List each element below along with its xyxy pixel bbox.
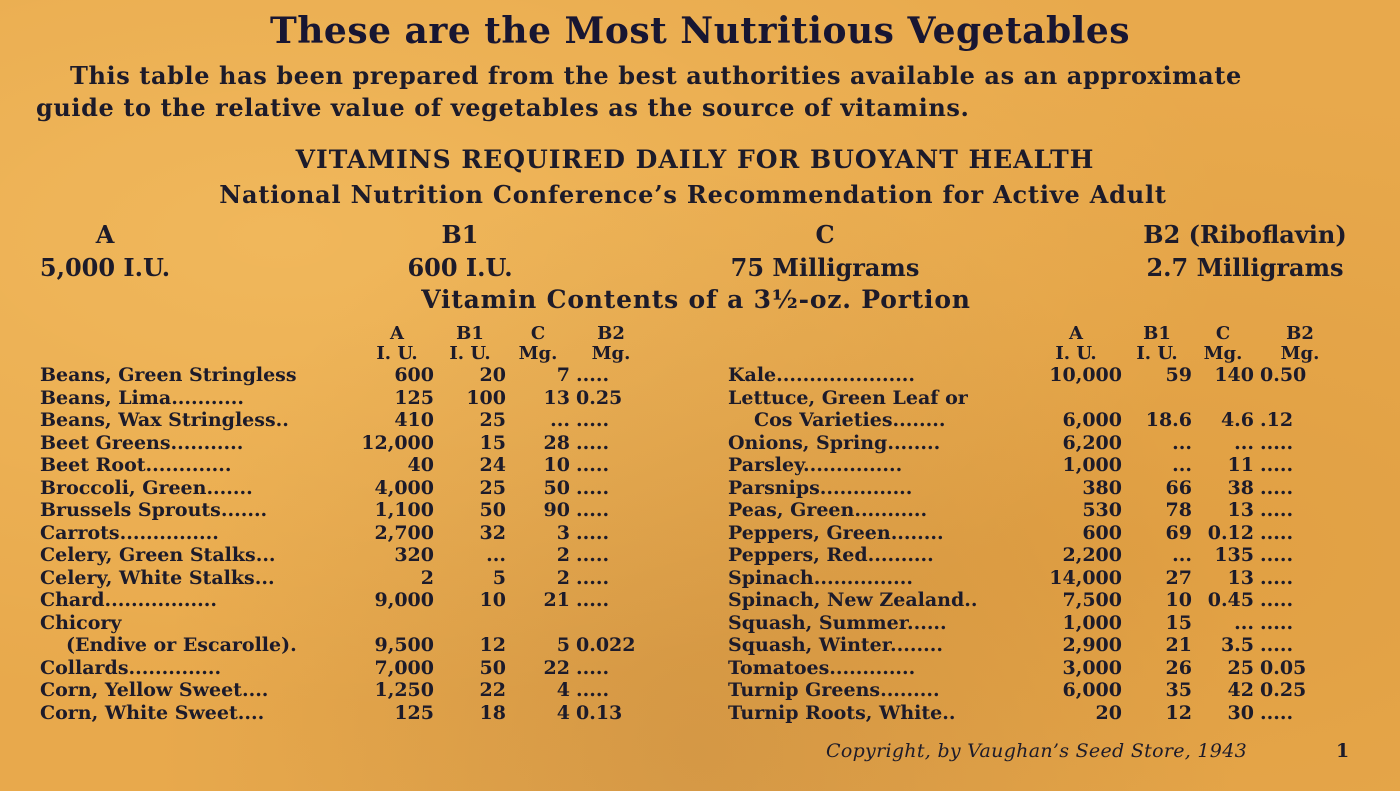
vitamin-b1-value: 24	[479, 454, 506, 476]
vitamin-a-value	[360, 612, 434, 635]
vitamin-b2-value: .....	[1260, 544, 1294, 566]
vitamin-a-value: 9,500	[374, 634, 434, 656]
unit-header-empty	[40, 344, 360, 364]
vitamin-a-value: 125	[394, 386, 434, 409]
vitamin-c-value: 30	[1227, 701, 1254, 724]
vitamin-b1-value: 20	[479, 364, 506, 386]
vitamin-a-value: 12,000	[361, 431, 434, 454]
unit-header-c: Mg.	[1203, 343, 1243, 364]
vitamin-c-value: 22	[543, 656, 570, 679]
vegetable-name: Peppers, Red..........	[728, 544, 934, 566]
vitamin-a-value: 1,250	[374, 679, 434, 701]
vitamin-b2-value: .....	[576, 454, 610, 476]
vitamin-c-value: 4.6	[1220, 409, 1254, 431]
right-table-body	[728, 364, 1346, 724]
vegetable-name: Carrots...............	[40, 521, 219, 544]
vitamin-b2-value: 0.50	[1260, 364, 1307, 386]
vitamin-b1-value: 18.6	[1145, 409, 1192, 431]
vitamin-a-value: 2,900	[1062, 634, 1122, 656]
unit-header-a: I. U.	[1055, 343, 1097, 364]
vitamin-b2-value: .....	[1260, 454, 1294, 476]
vitamin-c-value: 25	[1227, 656, 1254, 679]
vitamin-a-value: 2,200	[1062, 544, 1122, 566]
vitamin-b1-value: 35	[1165, 679, 1192, 701]
table-row	[728, 499, 1346, 522]
vitamin-c-value: 135	[1214, 544, 1254, 566]
vitamin-b2-value: .....	[576, 431, 610, 454]
requirement-vitamin-b1	[385, 218, 535, 284]
vegetable-name: Celery, White Stalks...	[40, 566, 275, 589]
vegetable-name: Beans, Wax Stringless..	[40, 409, 289, 431]
unit-header-c: Mg.	[518, 343, 558, 364]
vitamin-a-value: 600	[394, 364, 434, 386]
unit-header-b2: Mg.	[1280, 343, 1320, 364]
vitamin-b1-value: 100	[466, 386, 506, 409]
vitamin-b2-value: .....	[1260, 634, 1294, 656]
vitamin-c-value: ...	[550, 409, 570, 431]
vitamin-a-value: 6,000	[1062, 679, 1122, 701]
vitamin-b1-value: 27	[1165, 566, 1192, 589]
unit-header-empty	[728, 344, 1030, 364]
vitamin-a-value	[1030, 387, 1122, 410]
copyright-notice: Copyright, by Vaughan’s Seed Store, 1943	[826, 740, 1247, 762]
vitamin-c-value: 42	[1227, 679, 1254, 701]
vegetable-name: Chicory	[40, 611, 122, 634]
table-row	[40, 702, 652, 725]
vitamin-b2-value: .....	[1260, 476, 1294, 499]
vitamin-b1-value: 78	[1165, 499, 1192, 521]
vegetable-name: Peas, Green...........	[728, 499, 928, 521]
vitamin-b1-value: 22	[479, 679, 506, 701]
table-row	[728, 409, 1346, 432]
vitamin-b1-value: 15	[1165, 611, 1192, 634]
vitamin-a-value: 4,000	[374, 476, 434, 499]
vitamin-c-value	[506, 612, 570, 635]
vegetable-name: Celery, Green Stalks...	[40, 544, 276, 566]
vitamin-b2-value	[570, 612, 652, 635]
vitamin-a-value: 380	[1082, 476, 1122, 499]
vitamin-c-value: 3	[556, 521, 570, 544]
vitamin-c-value	[1192, 387, 1254, 410]
vitamin-c-value: 13	[1227, 566, 1254, 589]
vegetable-name: Tomatoes.............	[728, 656, 916, 679]
vitamin-b2-value: 0.13	[576, 701, 623, 724]
vegetable-name: Squash, Winter........	[728, 634, 943, 656]
intro-line-2: guide to the relative value of vegetables as the source of vitamins.	[36, 93, 970, 122]
vitamin-a-value: 6,200	[1062, 431, 1122, 454]
requirement-name: B1	[441, 220, 479, 249]
intro-line-1: This table has been prepared from the best authorities available as an approximate	[70, 61, 1242, 90]
vegetable-name: Lettuce, Green Leaf or	[728, 386, 968, 409]
vitamin-a-value: 14,000	[1049, 566, 1122, 589]
table-row	[40, 544, 652, 567]
vitamin-b1-value: 15	[479, 431, 506, 454]
table-row	[728, 454, 1346, 477]
unit-header-a: I. U.	[376, 343, 418, 364]
vitamin-a-value: 2	[420, 566, 434, 589]
vitamin-a-value: 1,000	[1062, 454, 1122, 476]
vitamin-a-value: 1,000	[1062, 611, 1122, 634]
vitamin-b1-value: 50	[479, 656, 506, 679]
vitamin-b1-value: 50	[479, 499, 506, 521]
table-row	[728, 387, 1346, 410]
table-row	[728, 432, 1346, 455]
vitamin-b2-value: .....	[576, 566, 610, 589]
vitamin-b1-value: 12	[1165, 701, 1192, 724]
table-row	[728, 364, 1346, 387]
vegetable-name: Parsnips..............	[728, 476, 913, 499]
vitamin-b1-value	[1122, 387, 1192, 410]
column-header-empty	[40, 324, 360, 344]
vitamin-b1-value: 59	[1165, 364, 1192, 386]
vitamin-c-value: 13	[543, 386, 570, 409]
unit-header-row	[728, 344, 1346, 364]
vitamin-b1-value: ...	[1172, 454, 1192, 476]
requirement-vitamin-a	[30, 218, 180, 284]
column-header-b1: B1	[1143, 323, 1171, 344]
vegetable-name: Chard.................	[40, 589, 217, 611]
table-row	[40, 409, 652, 432]
left-table-body	[40, 364, 652, 724]
column-header-b2: B2	[1286, 323, 1314, 344]
vitamin-b2-value: .....	[576, 409, 610, 431]
vitamin-b1-value: 66	[1165, 476, 1192, 499]
vitamin-b2-value: .....	[576, 364, 610, 386]
vitamin-table-left	[40, 324, 652, 724]
requirement-amount: 600 I.U.	[407, 253, 513, 282]
vitamin-b2-value: .....	[1260, 589, 1294, 611]
vitamin-c-value: 90	[543, 499, 570, 521]
vitamin-a-value: 6,000	[1062, 409, 1122, 431]
unit-header-b1: I. U.	[449, 343, 491, 364]
table-row	[728, 702, 1346, 725]
vitamin-b2-value: .12	[1260, 409, 1294, 431]
vitamin-a-value: 600	[1082, 521, 1122, 544]
table-row	[40, 499, 652, 522]
table-row	[728, 679, 1346, 702]
vitamin-a-value: 3,000	[1062, 656, 1122, 679]
vitamin-a-value: 1,100	[374, 499, 434, 521]
vitamin-b1-value: 18	[479, 701, 506, 724]
vitamin-a-value: 410	[394, 409, 434, 431]
table-row	[40, 454, 652, 477]
column-header-a: A	[390, 323, 404, 344]
vitamin-b2-value	[1254, 387, 1346, 410]
requirement-vitamin-b2	[1115, 218, 1375, 284]
column-header-c: C	[530, 323, 546, 344]
vegetable-name: Spinach...............	[728, 566, 913, 589]
unit-header-b2: Mg.	[591, 343, 631, 364]
vitamin-b2-value: .....	[1260, 431, 1294, 454]
table-row	[728, 522, 1346, 545]
vitamin-a-value: 40	[407, 454, 434, 476]
vitamin-c-value: 0.45	[1207, 589, 1254, 611]
vitamin-b2-value: .....	[576, 521, 610, 544]
vitamin-b2-value: .....	[1260, 701, 1294, 724]
requirement-amount: 75 Milligrams	[730, 253, 920, 282]
vitamin-b1-value: 21	[1165, 634, 1192, 656]
vegetable-name: Spinach, New Zealand..	[728, 589, 978, 611]
vitamin-b1-value: ...	[1172, 431, 1192, 454]
vitamin-b1-value: 5	[492, 566, 506, 589]
vitamin-c-value: 13	[1227, 499, 1254, 521]
table-row	[40, 634, 652, 657]
vitamin-b2-value: .....	[576, 499, 610, 521]
vegetable-name: Collards..............	[40, 656, 222, 679]
vegetable-name: Peppers, Green........	[728, 521, 944, 544]
table-row	[40, 432, 652, 455]
requirements-subheading: National Nutrition Conference’s Recommendation for Active Adult	[219, 180, 1167, 209]
vegetable-name: Turnip Greens.........	[728, 679, 940, 701]
vitamin-b1-value: ...	[486, 544, 506, 566]
vitamin-c-value: 38	[1227, 476, 1254, 499]
table-row	[40, 522, 652, 545]
vitamin-b2-value: .....	[576, 544, 610, 566]
table-row	[728, 589, 1346, 612]
requirement-amount: 5,000 I.U.	[39, 253, 171, 282]
requirement-name: A	[95, 220, 115, 249]
vegetable-name: Broccoli, Green.......	[40, 476, 253, 499]
intro-paragraph	[36, 60, 1376, 124]
vitamin-c-value: 140	[1214, 364, 1254, 386]
column-header-b1: B1	[456, 323, 484, 344]
table-row	[728, 634, 1346, 657]
vegetable-name: Turnip Roots, White..	[728, 701, 956, 724]
vitamin-c-value: 7	[556, 364, 570, 386]
vitamin-c-value: 10	[543, 454, 570, 476]
table-row	[40, 364, 652, 387]
vitamin-b1-value: 69	[1165, 521, 1192, 544]
vitamin-b1-value: 32	[479, 521, 506, 544]
table-row	[728, 544, 1346, 567]
vegetable-name: Beans, Lima...........	[40, 386, 244, 409]
vegetable-name: Beans, Green Stringless	[40, 364, 297, 386]
vegetable-name: Cos Varieties........	[754, 409, 946, 431]
table-row	[40, 589, 652, 612]
requirement-amount: 2.7 Milligrams	[1146, 253, 1344, 282]
vitamin-c-value: 0.12	[1207, 521, 1254, 544]
vitamin-b2-value: 0.25	[1260, 679, 1307, 701]
vegetable-name: Brussels Sprouts.......	[40, 499, 268, 521]
vitamin-b2-value: .....	[576, 476, 610, 499]
vegetable-name: Beet Greens...........	[40, 431, 244, 454]
vegetable-name: Corn, White Sweet....	[40, 701, 265, 724]
column-header-c: C	[1215, 323, 1231, 344]
vitamin-b2-value: .....	[576, 589, 610, 611]
table-row	[40, 612, 652, 635]
column-header-b2: B2	[597, 323, 625, 344]
vitamin-a-value: 10,000	[1049, 364, 1122, 386]
vegetable-name: Beet Root.............	[40, 454, 232, 476]
vitamin-c-value: 11	[1227, 454, 1254, 476]
vitamin-b2-value: 0.022	[576, 634, 636, 656]
vitamin-a-value: 9,000	[374, 589, 434, 611]
vitamin-c-value: 4	[556, 701, 570, 724]
vitamin-c-value: 28	[543, 431, 570, 454]
unit-header-row	[40, 344, 652, 364]
requirement-vitamin-c	[700, 218, 950, 284]
vitamin-b1-value: 10	[479, 589, 506, 611]
column-header-empty	[728, 324, 1030, 344]
vitamin-b2-value: 0.25	[576, 386, 623, 409]
vitamin-b2-value: .....	[1260, 521, 1294, 544]
vegetable-name: Squash, Summer......	[728, 611, 947, 634]
vitamin-b1-value: 25	[479, 409, 506, 431]
vitamin-c-value: 2	[556, 544, 570, 566]
table-row	[728, 477, 1346, 500]
vitamin-a-value: 7,500	[1062, 589, 1122, 611]
column-header-row	[728, 324, 1346, 344]
vitamin-a-value: 7,000	[374, 656, 434, 679]
vegetable-name: Onions, Spring........	[728, 431, 941, 454]
table-row	[728, 567, 1346, 590]
vitamin-c-value: ...	[1234, 431, 1254, 454]
vitamin-c-value: 21	[543, 589, 570, 611]
vitamin-a-value: 125	[394, 701, 434, 724]
vitamin-a-value: 320	[394, 544, 434, 566]
vitamin-table-right	[728, 324, 1346, 724]
vitamin-c-value: 50	[543, 476, 570, 499]
portion-heading: Vitamin Contents of a 3½-oz. Portion	[421, 285, 971, 314]
requirement-name: C	[815, 220, 835, 249]
table-row	[40, 679, 652, 702]
vitamin-b2-value: .....	[576, 656, 610, 679]
unit-header-b1: I. U.	[1136, 343, 1178, 364]
requirement-name: B2 (Riboflavin)	[1143, 220, 1347, 249]
vitamin-b1-value	[434, 612, 506, 635]
vitamin-b2-value: .....	[1260, 499, 1294, 521]
table-row	[40, 477, 652, 500]
table-row	[728, 657, 1346, 680]
vitamin-c-value: ...	[1234, 611, 1254, 634]
vitamin-c-value: 2	[556, 566, 570, 589]
vitamin-b2-value: .....	[576, 679, 610, 701]
column-header-row	[40, 324, 652, 344]
vitamin-a-value: 20	[1095, 701, 1122, 724]
column-header-a: A	[1069, 323, 1083, 344]
page-number: 1	[1336, 740, 1350, 762]
vitamin-b1-value: 10	[1165, 589, 1192, 611]
page-title: These are the Most Nutritious Vegetables	[269, 10, 1131, 52]
requirements-heading: VITAMINS REQUIRED DAILY FOR BUOYANT HEALTH	[295, 145, 1095, 174]
vitamin-b2-value: .....	[1260, 611, 1294, 634]
vitamin-b2-value: .....	[1260, 566, 1294, 589]
vegetable-name: (Endive or Escarolle).	[66, 634, 297, 656]
vitamin-a-value: 530	[1082, 499, 1122, 521]
vitamin-a-value: 2,700	[374, 521, 434, 544]
vitamin-c-value: 5	[556, 634, 570, 656]
vitamin-b2-value: 0.05	[1260, 656, 1307, 679]
table-row	[40, 567, 652, 590]
table-row	[40, 387, 652, 410]
vitamin-c-value: 3.5	[1220, 634, 1254, 656]
vitamin-c-value: 4	[556, 679, 570, 701]
table-row	[40, 657, 652, 680]
vitamin-b1-value: 12	[479, 634, 506, 656]
vegetable-name: Corn, Yellow Sweet....	[40, 679, 269, 701]
vitamin-b1-value: ...	[1172, 544, 1192, 566]
table-row	[728, 612, 1346, 635]
vitamin-b1-value: 26	[1165, 656, 1192, 679]
vegetable-name: Parsley...............	[728, 454, 903, 476]
vitamin-b1-value: 25	[479, 476, 506, 499]
vegetable-name: Kale.....................	[728, 364, 916, 386]
